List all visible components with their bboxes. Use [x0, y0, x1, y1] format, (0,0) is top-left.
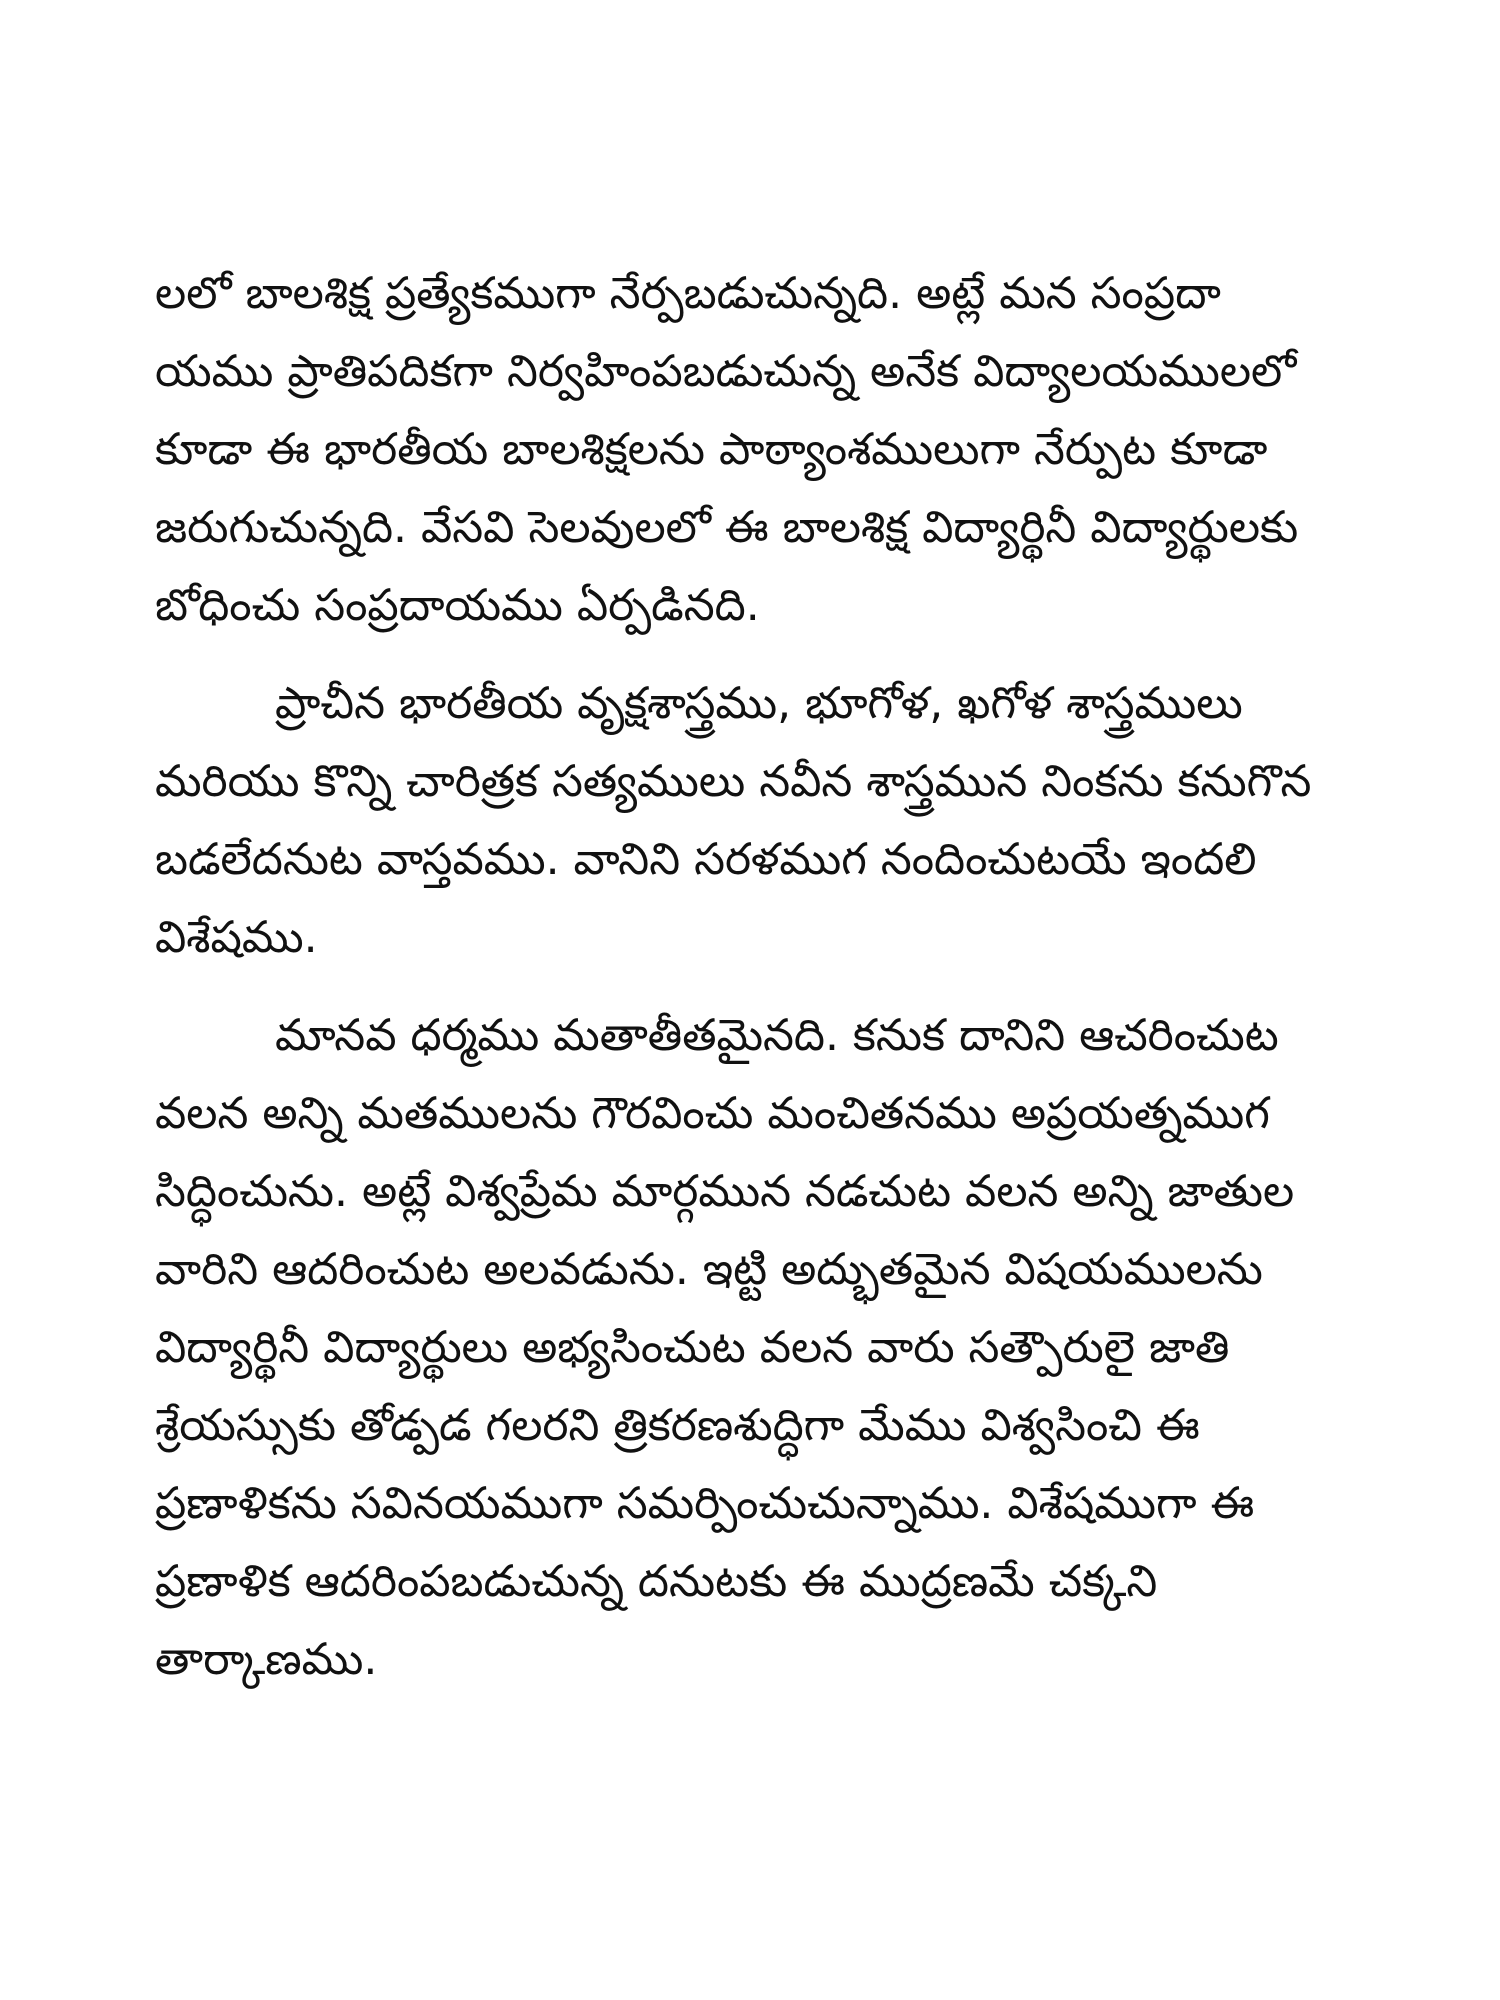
text-line: సిద్ధించును. అట్లే విశ్వప్రేమ మార్గమున నడచుట వలన అన్ని జాతుల [155, 1166, 1295, 1217]
text-line: వారిని ఆదరించుట అలవడును. ఇట్టి అద్భుతమైన విషయములను [155, 1244, 1263, 1295]
text-line: తార్కాణము. [155, 1634, 378, 1685]
paragraph-2 [155, 665, 1355, 977]
text-line: ప్రణాళిక ఆదరింపబడుచున్న దనుటకు ఈ ముద్రణమే చక్కని [155, 1556, 1158, 1607]
text-line: ప్రాచీన భారతీయ వృక్షశాస్త్రము, భూగోళ, ఖగోళ శాస్త్రములు [275, 678, 1243, 729]
text-line: కూడా ఈ భారతీయ బాలశిక్షలను పాఠ్యాంశములుగా నేర్పుట కూడా [155, 424, 1268, 475]
text-line: విద్యార్థినీ విద్యార్థులు అభ్యసించుట వలన వారు సత్పౌరులై జాతి [155, 1322, 1230, 1373]
text-line: బడలేదనుట వాస్తవము. వానిని సరళముగ నందించుటయే ఇందలి [155, 834, 1257, 885]
text-line: విశేషము. [155, 912, 318, 963]
text-line: యము ప్రాతిపదికగా నిర్వహింపబడుచున్న అనేక విద్యాలయములలో [155, 346, 1297, 397]
text-line: వలన అన్ని మతములను గౌరవించు మంచితనము అప్రయత్నముగ [155, 1088, 1270, 1139]
text-line: బోధించు సంప్రదాయము ఏర్పడినది. [155, 580, 760, 631]
text-line: లలో బాలశిక్ష ప్రత్యేకముగా నేర్పబడుచున్నది. అట్లే మన సంప్రదా [155, 268, 1221, 319]
text-line: శ్రేయస్సుకు తోడ్పడ గలరని త్రికరణశుద్ధిగా మేము విశ్వసించి ఈ [155, 1400, 1200, 1451]
text-line: ప్రణాళికను సవినయముగా సమర్పించుచున్నాము. విశేషముగా ఈ [155, 1478, 1255, 1529]
text-line: జరుగుచున్నది. వేసవి సెలవులలో ఈ బాలశిక్ష విద్యార్థినీ విద్యార్థులకు [155, 502, 1299, 553]
text-line: మానవ ధర్మము మతాతీతమైనది. కనుక దానిని ఆచరించుట [275, 1010, 1279, 1061]
paragraph-3 [155, 997, 1355, 1699]
paragraph-1 [155, 255, 1355, 645]
text-line: మరియు కొన్ని చారిత్రక సత్యములు నవీన శాస్త్రమున నింకను కనుగొన [155, 756, 1312, 807]
body-text [155, 255, 1355, 1699]
